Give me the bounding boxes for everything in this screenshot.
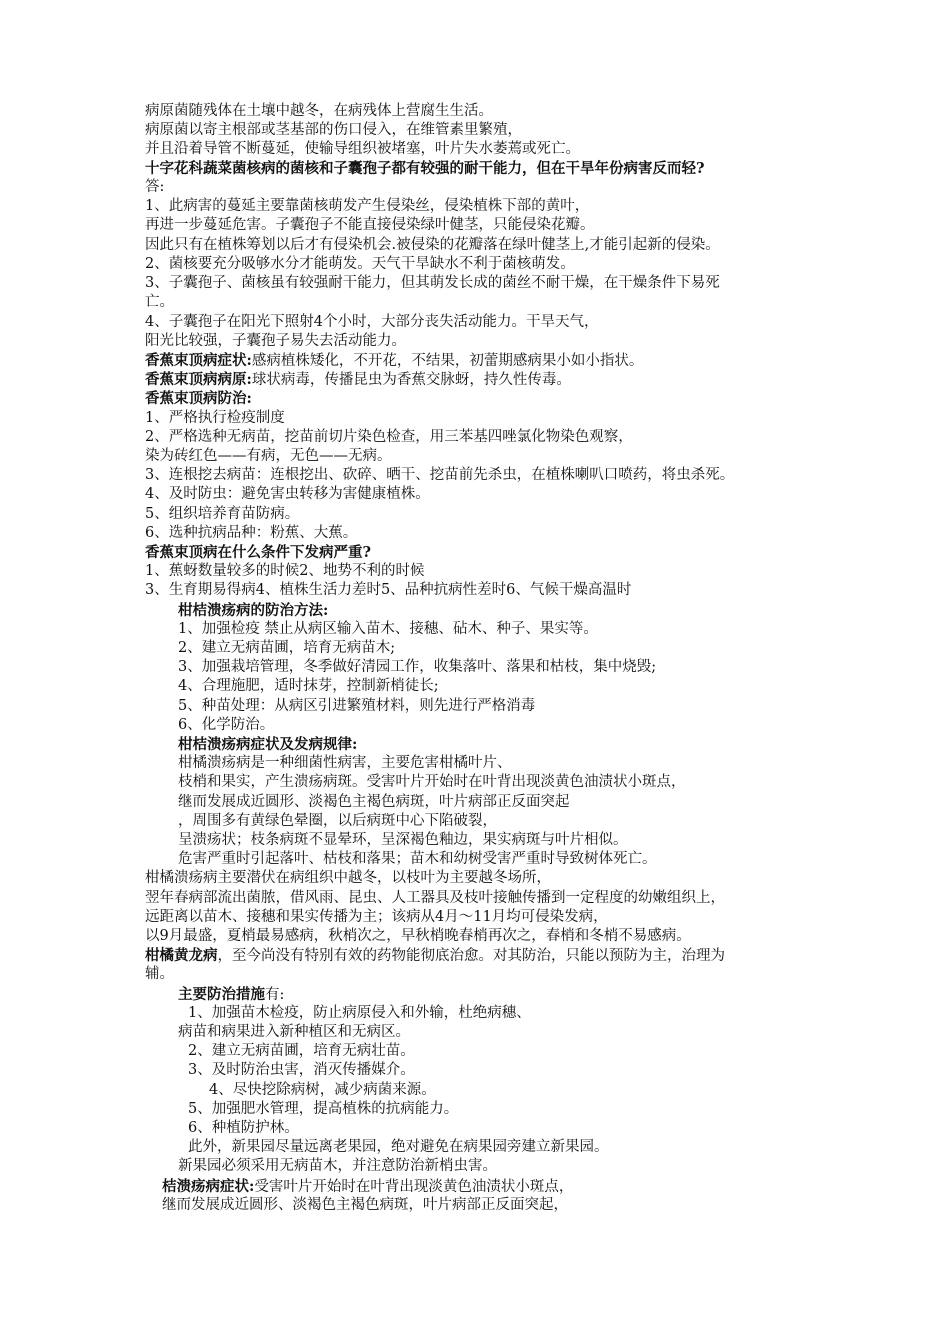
text-line: 并且沿着导管不断蔓延，使输导组织被堵塞，叶片失水萎蔫或死亡。: [145, 141, 580, 157]
text-line: 因此只有在植株筹划以后才有侵染机会.被侵染的花瓣落在绿叶健茎上,才能引起新的侵染。: [145, 237, 720, 253]
text-line: 3、及时防治虫害，消灭传播媒介。: [188, 1062, 415, 1078]
text-line: 2、菌核要充分吸够水分才能萌发。天气干旱缺水不利于菌核萌发。: [145, 256, 575, 272]
text-line: [178, 985, 848, 1005]
text-line: [145, 351, 815, 371]
text-line: 1、严格执行检疫制度: [145, 410, 285, 426]
inline-heading: 香蕉束顶病病原:: [145, 371, 252, 388]
text-line: 继而发展成近圆形、淡褐色主褐色病斑，叶片病部正反面突起，: [162, 1197, 568, 1213]
section-heading: 柑桔溃疡病的防治方法:: [178, 602, 329, 619]
text-line: 病原菌以寄主根部或茎基部的伤口侵入，在维管素里繁殖，: [145, 122, 522, 138]
text-line: 继而发展成近圆形、淡褐色主褐色病斑，叶片病部正反面突起: [178, 794, 570, 810]
inline-text: 有:: [265, 987, 285, 1003]
text-line: 2、建立无病苗圃，培育无病苗木;: [178, 640, 396, 656]
text-line: 危害严重时引起落叶、枯枝和落果；苗木和幼树受害严重时导致树体死亡。: [178, 851, 657, 867]
text-line: 枝梢和果实，产生溃疡病斑。受害叶片开始时在叶背出现淡黄色油渍状小斑点，: [178, 774, 686, 790]
text-line: 柑橘溃疡病是一种细菌性病害，主要危害柑橘叶片、: [178, 755, 512, 771]
text-line: 翌年春病部流出菌脓，借风雨、昆虫、人工器具及枝叶接触传播到一定程度的幼嫩组织上，: [145, 890, 725, 906]
section-heading: 香蕉束顶病在什么条件下发病严重?: [145, 544, 371, 561]
text-line: 3、生育期易得病4、植株生活力差时5、品种抗病性差时6、气候干燥高温时: [145, 582, 632, 598]
text-line: 5、组织培养育苗防病。: [145, 506, 300, 522]
text-line: 亡。: [145, 294, 174, 310]
text-line: 4、合理施肥，适时抹芽，控制新梢徒长;: [178, 678, 439, 694]
text-line: 1、蕉蚜数量较多的时候2、地势不利的时候: [145, 563, 425, 579]
inline-text: 感病植株矮化，不开花，不结果，初蕾期感病果小如小指状。: [251, 353, 644, 369]
section-heading: 香蕉束顶病防治:: [145, 390, 252, 407]
text-line: ，周围多有黄绿色晕圈，以后病斑中心下陷破裂，: [178, 813, 497, 829]
text-line: 辅。: [145, 966, 174, 982]
text-line: 3、连根挖去病苗：连根挖出、砍碎、晒干、挖苗前先杀虫，在植株喇叭口喷药，将虫杀死。: [145, 467, 735, 483]
text-line: 6、选种抗病品种：粉蕉、大蕉。: [145, 525, 358, 541]
text-line: 1、此病害的蔓延主要靠菌核萌发产生侵染丝，侵染植株下部的黄叶，: [145, 198, 590, 214]
text-line: 6、化学防治。: [178, 717, 275, 733]
text-line: 6、种植防护林。: [188, 1120, 299, 1136]
text-line: 2、建立无病苗圃，培育无病壮苗。: [188, 1043, 415, 1059]
text-line: 病苗和病果进入新种植区和无病区。: [178, 1024, 410, 1040]
text-line: 2、严格选种无病苗，挖苗前切片染色检查，用三苯基四唑氯化物染色观察，: [145, 429, 633, 445]
text-line: 3、加强栽培管理，冬季做好清园工作，收集落叶、落果和枯枝，集中烧毁;: [178, 659, 657, 675]
inline-heading: 主要防治措施: [178, 986, 265, 1003]
text-line: 5、加强肥水管理，提高植株的抗病能力。: [188, 1101, 459, 1117]
text-line: 4、子囊孢子在阳光下照射4个小时，大部分丧失活动能力。干旱天气，: [145, 314, 599, 330]
text-line: 1、加强检疫 禁止从病区输入苗木、接穗、砧木、种子、果实等。: [178, 621, 598, 637]
text-line: 呈溃疡状；枝条病斑不显晕环，呈深褐色釉边，果实病斑与叶片相似。: [178, 832, 628, 848]
text-line: 远距离以苗木、接穗和果实传播为主；该病从4月～11月均可侵染发病，: [145, 909, 608, 925]
inline-text: ，至今尚没有特别有效的药物能彻底治愈。对其防治，只能以预防为主，治理为: [217, 948, 725, 964]
text-line: 1、加强苗木检疫，防止病原侵入和外输，杜绝病穗、: [188, 1005, 531, 1021]
text-line: 以9月最盛，夏梢最易感病，秋梢次之，早秋梢晚春梢再次之，春梢和冬梢不易感病。: [145, 928, 691, 944]
text-line: 3、子囊孢子、菌核虽有较强耐干能力，但其萌发长成的菌丝不耐干燥，在干燥条件下易死: [145, 275, 720, 291]
text-line: 再进一步蔓延危害。子囊孢子不能直接侵染绿叶健茎，只能侵染花瓣。: [145, 217, 595, 233]
inline-text: 球状病毒，传播昆虫为香蕉交脉蚜，持久性传毒。: [251, 372, 571, 388]
inline-heading: 桔溃疡病症状:: [162, 1178, 255, 1195]
text-line: 新果园必须采用无病苗木，并注意防治新梢虫害。: [178, 1158, 497, 1174]
text-line: [145, 946, 815, 966]
text-line: 4、及时防虫：避免害虫转移为害健康植株。: [145, 486, 430, 502]
section-heading: 十字花科蔬菜菌核病的菌核和子囊孢子都有较强的耐干能力，但在干旱年份病害反而轻?: [145, 160, 705, 177]
text-line: 4、尽快挖除病树，减少病菌来源。: [209, 1082, 436, 1098]
text-line: [162, 1177, 832, 1197]
text-line: 病原菌随残体在土壤中越冬，在病残体上营腐生生活。: [145, 103, 493, 119]
text-line: 柑橘溃疡病主要潜伏在病组织中越冬，以枝叶为主要越冬场所，: [145, 870, 551, 886]
text-line: 答:: [145, 179, 165, 195]
section-heading: 柑桔溃疡病症状及发病规律:: [178, 736, 358, 753]
text-line: [145, 370, 815, 390]
text-line: 此外，新果园尽量远离老果园，绝对避免在病果园旁建立新果园。: [188, 1139, 609, 1155]
text-line: 染为砖红色——有病，无色——无病。: [145, 448, 392, 464]
inline-heading: 柑橘黄龙病: [145, 947, 218, 964]
inline-heading: 香蕉束顶病症状:: [145, 352, 252, 369]
text-line: 阳光比较强，子囊孢子易失去活动能力。: [145, 333, 406, 349]
text-line: 5、种苗处理：从病区引进繁殖材料，则先进行严格消毒: [178, 698, 536, 714]
inline-text: 受害叶片开始时在叶背出现淡黄色油渍状小斑点，: [254, 1179, 574, 1195]
